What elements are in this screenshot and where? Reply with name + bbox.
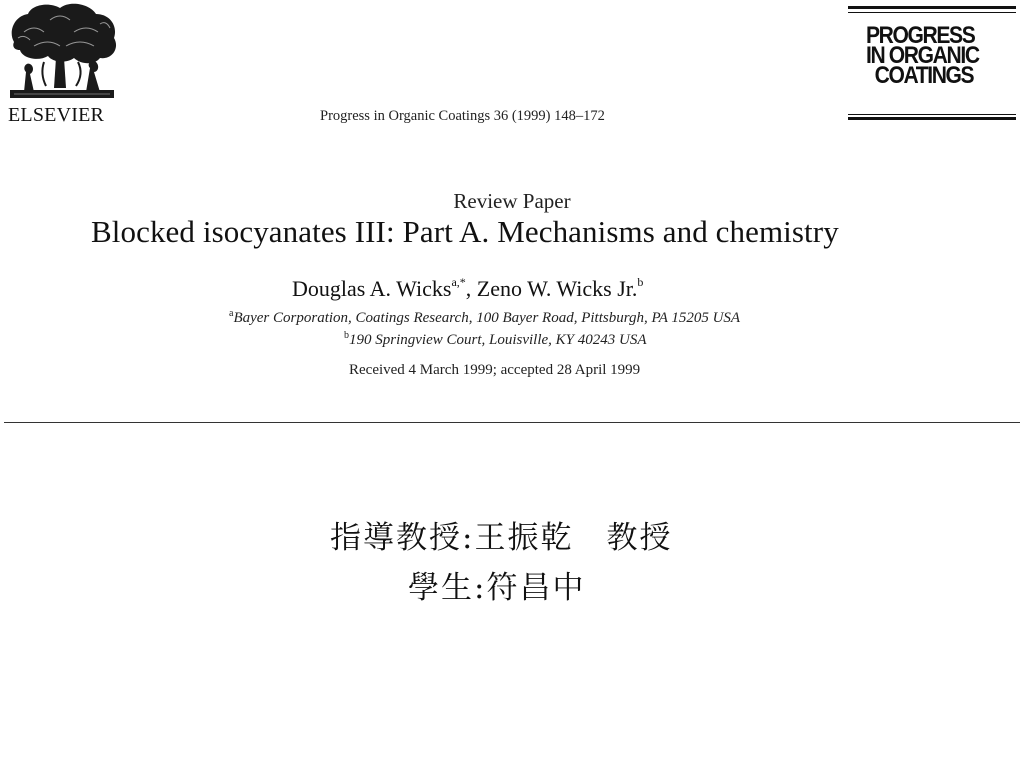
author-separator: , [465, 276, 477, 301]
logo-rule [848, 117, 1016, 120]
affiliation-marker: a [229, 308, 234, 319]
journal-logo-line: COATINGS [874, 62, 974, 89]
logo-rule [848, 12, 1016, 13]
advisor-line: 指導教授:王振乾 教授 [330, 520, 673, 556]
student-line: 學生:符昌中 [408, 570, 586, 606]
journal-citation: Progress in Organic Coatings 36 (1999) 148–172 [320, 108, 605, 124]
journal-logo-line: IN ORGANIC [866, 42, 979, 69]
affiliation-line [229, 308, 740, 330]
author-affiliation-marker: b [637, 275, 644, 289]
author-name: Douglas A. Wicks [292, 276, 452, 301]
publisher-name: ELSEVIER [8, 104, 105, 126]
journal-logo-line: PROGRESS [866, 22, 975, 49]
affiliations [229, 308, 740, 352]
author-list [292, 276, 643, 302]
article-type [0, 189, 1024, 214]
affiliation-line [229, 330, 740, 352]
journal-logo [848, 4, 1016, 124]
logo-rule [848, 114, 1016, 115]
affiliation-text: Bayer Corporation, Coatings Research, 100 Bayer Road, Pittsburgh, PA 15205 USA [233, 310, 741, 326]
article-type-label: Review Paper [453, 189, 571, 213]
author-name: Zeno W. Wicks Jr. [476, 276, 638, 301]
logo-rule [848, 6, 1016, 9]
journal-logo-text [866, 22, 979, 89]
section-divider [4, 422, 1020, 423]
affiliation-text: 190 Springview Court, Louisville, KY 40243 USA [349, 332, 647, 348]
elsevier-tree-icon [4, 2, 120, 100]
affiliation-marker: b [344, 330, 349, 341]
author-affiliation-marker: a,* [451, 275, 466, 289]
received-dates: Received 4 March 1999; accepted 28 April 1999 [349, 362, 641, 378]
article-title: Blocked isocyanates III: Part A. Mechanisms and chemistry [91, 214, 839, 249]
elsevier-logo [4, 2, 122, 124]
